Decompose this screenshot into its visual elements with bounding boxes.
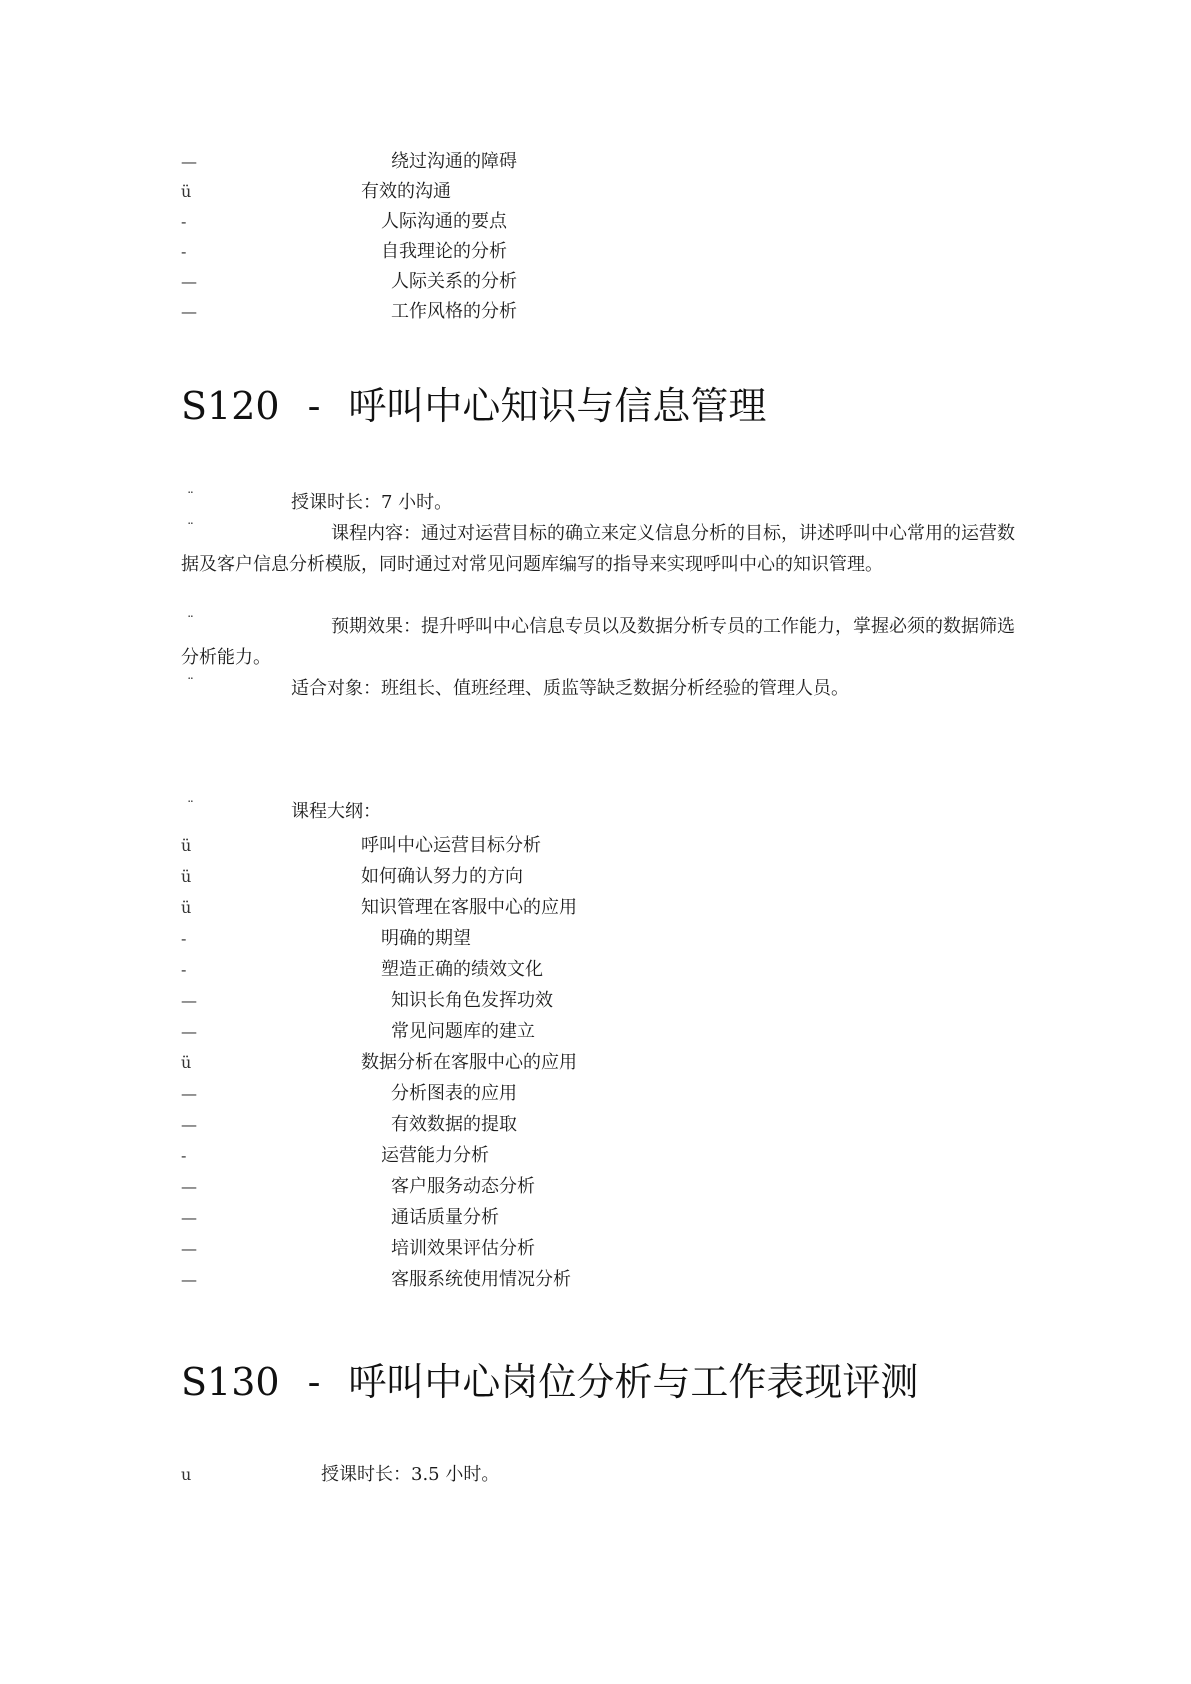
duration-paragraph	[181, 487, 1021, 518]
list-marker: —	[181, 272, 197, 291]
outline-item	[181, 862, 1061, 892]
section-code: S130	[181, 1360, 280, 1404]
outline-item-text: 明确的期望	[381, 928, 471, 949]
list-item	[181, 177, 1061, 207]
effect-text: 预期效果：提升呼叫中心信息专员以及数据分析专员的工作能力，掌握必须的数据筛选分析能力。	[181, 616, 1015, 668]
outline-item-text: 运营能力分析	[381, 1145, 489, 1166]
outline-item-text: 培训效果评估分析	[391, 1238, 535, 1259]
outline-label-paragraph	[181, 796, 1021, 827]
list-marker: —	[181, 302, 197, 321]
target-paragraph	[181, 673, 1021, 704]
outline-label: 课程大纲：	[291, 801, 381, 822]
outline-item-text: 呼叫中心运营目标分析	[361, 835, 541, 856]
list-marker: -	[181, 929, 187, 948]
list-marker: -	[181, 960, 187, 979]
list-marker: —	[181, 991, 197, 1010]
outline-item-text: 通话质量分析	[391, 1207, 499, 1228]
outline-item	[181, 986, 1061, 1016]
list-marker: ü	[181, 1053, 192, 1072]
list-marker: —	[181, 1084, 197, 1103]
section-separator: -	[307, 1360, 321, 1404]
outline-item	[181, 1141, 1061, 1171]
list-marker: ü	[181, 867, 192, 886]
list-marker: —	[181, 1239, 197, 1258]
bullet-marker: ¨	[187, 799, 194, 815]
outline-item	[181, 1265, 1061, 1295]
section-code: S120	[181, 384, 280, 428]
effect-paragraph	[181, 611, 1021, 673]
list-item	[181, 207, 1061, 237]
outline-item-text: 分析图表的应用	[391, 1083, 517, 1104]
outline-item-text: 有效数据的提取	[391, 1114, 517, 1135]
outline-item-text: 客户服务动态分析	[391, 1176, 535, 1197]
target-text: 适合对象：班组长、值班经理、质监等缺乏数据分析经验的管理人员。	[291, 678, 849, 699]
list-marker: -	[181, 212, 187, 231]
list-marker: —	[181, 1208, 197, 1227]
section-title: 呼叫中心岗位分析与工作表现评测	[348, 1360, 919, 1404]
outline-item-text: 常见问题库的建立	[391, 1021, 535, 1042]
outline-item-text: 知识长角色发挥功效	[391, 990, 553, 1011]
list-item-text: 人际关系的分析	[391, 271, 517, 292]
outline-item-text: 客服系统使用情况分析	[391, 1269, 571, 1290]
list-marker: ü	[181, 898, 192, 917]
list-item-text: 人际沟通的要点	[381, 211, 507, 232]
outline-item-text: 数据分析在客服中心的应用	[361, 1052, 577, 1073]
outline-item	[181, 1172, 1061, 1202]
list-item-text: 有效的沟通	[361, 181, 451, 202]
list-item	[181, 267, 1061, 297]
content-paragraph	[181, 518, 1021, 580]
list-item	[181, 297, 1061, 327]
list-marker: ü	[181, 836, 192, 855]
bullet-marker: u	[181, 1465, 192, 1484]
outline-item	[181, 893, 1061, 923]
list-item-text: 自我理论的分析	[381, 241, 507, 262]
list-marker: —	[181, 1270, 197, 1289]
bullet-marker: ¨	[187, 521, 194, 537]
list-marker: ü	[181, 182, 192, 201]
outline-item	[181, 955, 1061, 985]
list-item-text: 绕过沟通的障碍	[391, 151, 517, 172]
section-heading-s130	[181, 1357, 918, 1407]
list-item	[181, 147, 1061, 177]
outline-item	[181, 831, 1061, 861]
outline-item-text: 塑造正确的绩效文化	[381, 959, 543, 980]
list-marker: —	[181, 152, 197, 171]
list-marker: —	[181, 1022, 197, 1041]
outline-item	[181, 1234, 1061, 1264]
section-title: 呼叫中心知识与信息管理	[348, 384, 767, 428]
section-separator: -	[307, 384, 321, 428]
list-marker: -	[181, 1146, 187, 1165]
list-marker: —	[181, 1177, 197, 1196]
list-marker: -	[181, 242, 187, 261]
duration-text: 授课时长：7 小时。	[291, 492, 453, 513]
outline-item	[181, 1048, 1061, 1078]
list-item-text: 工作风格的分析	[391, 301, 517, 322]
outline-item-text: 如何确认努力的方向	[361, 866, 523, 887]
duration-text: 授课时长：3.5 小时。	[321, 1464, 500, 1485]
list-marker: —	[181, 1115, 197, 1134]
bullet-marker: ¨	[187, 614, 194, 630]
list-item	[181, 237, 1061, 267]
duration-paragraph	[181, 1460, 1061, 1490]
outline-item	[181, 1017, 1061, 1047]
section-heading-s120	[181, 381, 766, 431]
outline-item	[181, 1079, 1061, 1109]
outline-item	[181, 1203, 1061, 1233]
content-text: 课程内容：通过对运营目标的确立来定义信息分析的目标，讲述呼叫中心常用的运营数据及客户信息分析模版，同时通过对常见问题库编写的指导来实现呼叫中心的知识管理。	[181, 523, 1015, 575]
outline-item-text: 知识管理在客服中心的应用	[361, 897, 577, 918]
bullet-marker: ¨	[187, 676, 194, 692]
bullet-marker: ¨	[187, 490, 194, 506]
outline-item	[181, 1110, 1061, 1140]
outline-item	[181, 924, 1061, 954]
